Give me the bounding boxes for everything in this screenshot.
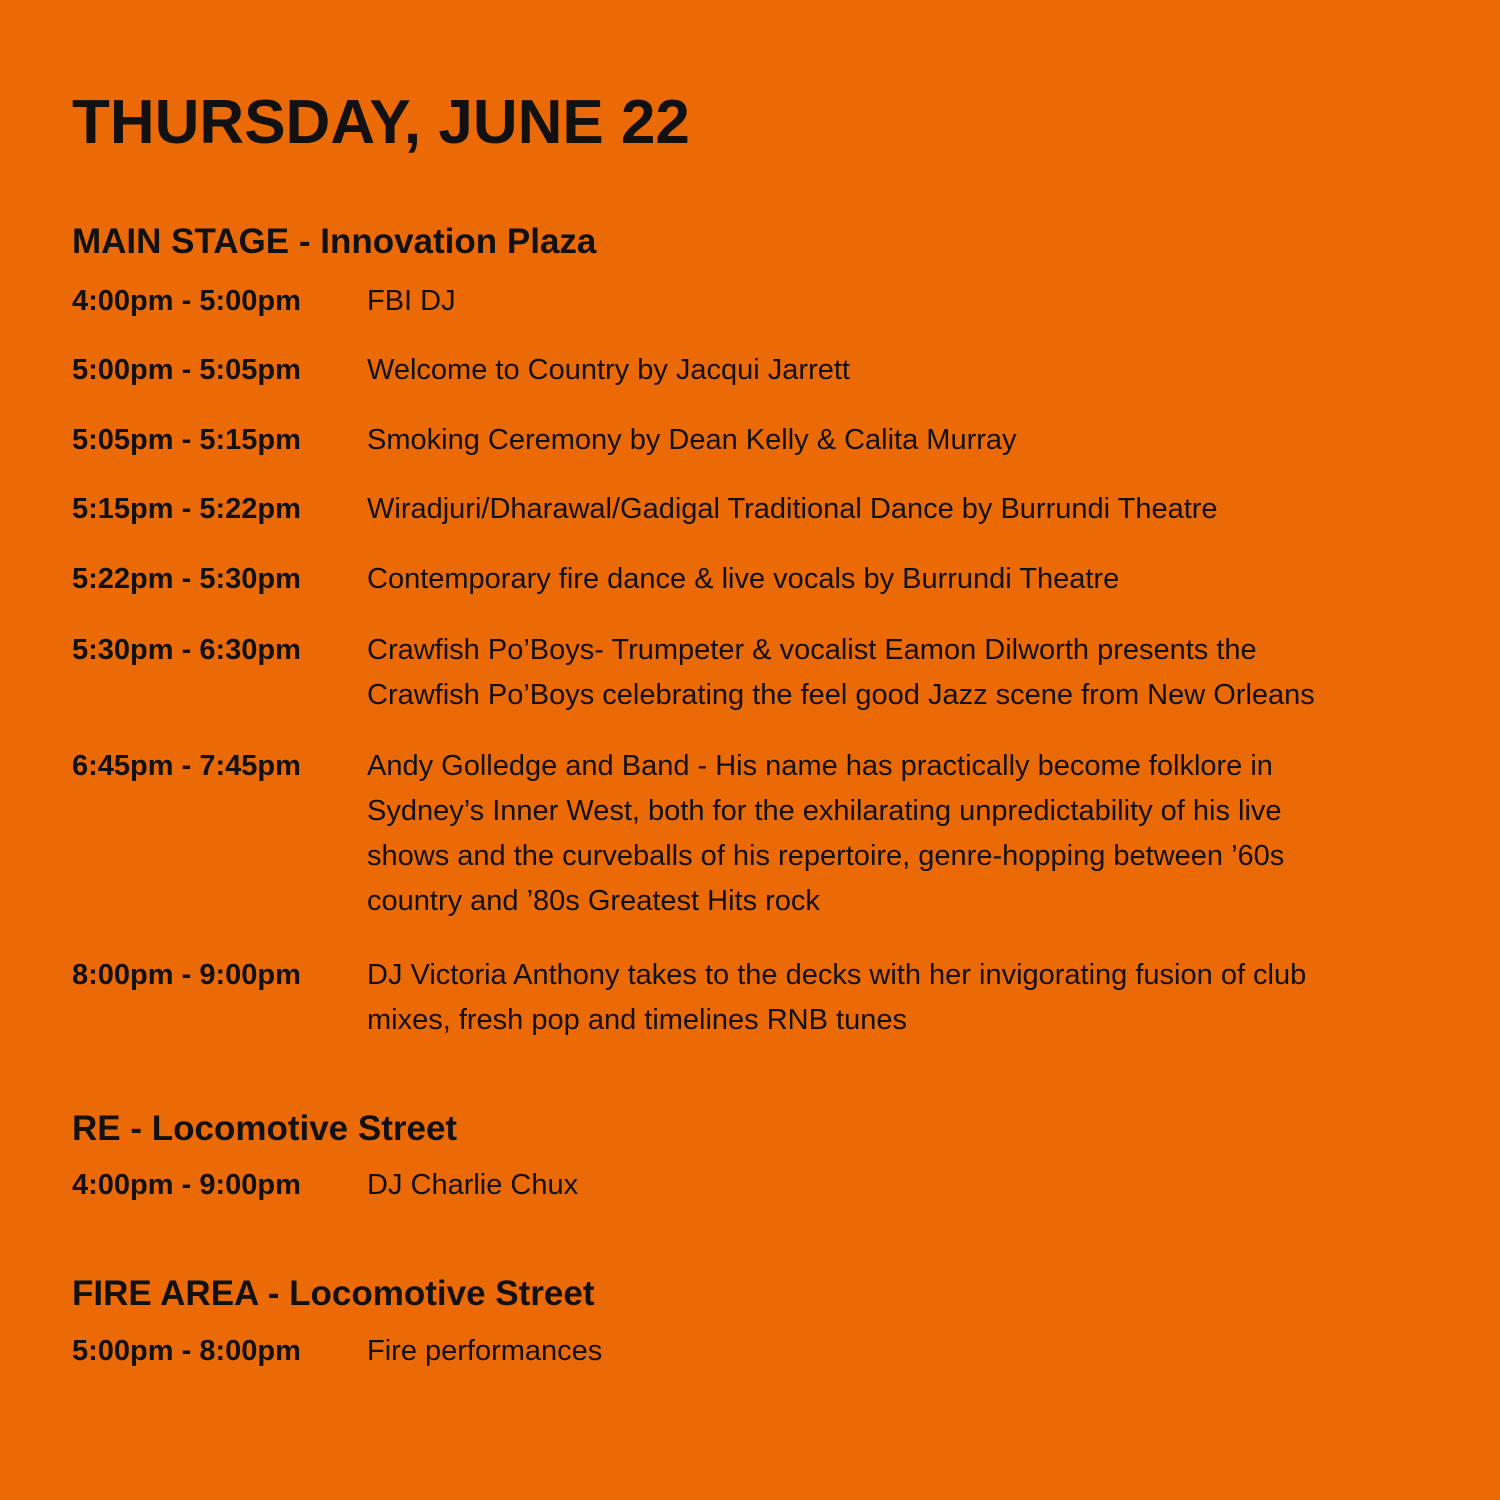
time-slot: 5:30pm - 6:30pm (72, 634, 301, 666)
time-slot: 5:00pm - 5:05pm (72, 354, 301, 386)
event-line: country and ’80s Greatest Hits rock (367, 885, 820, 917)
page-title: THURSDAY, JUNE 22 (72, 88, 690, 157)
event-line: shows and the curveballs of his repertoire, genre-hopping between ’60s (367, 840, 1285, 872)
event-line: Sydney’s Inner West, both for the exhilarating unpredictability of his live (367, 795, 1282, 827)
event-description (367, 348, 1452, 393)
event-line: FBI DJ (367, 285, 456, 317)
time-slot: 5:22pm - 5:30pm (72, 563, 301, 595)
event-line: Crawfish Po’Boys- Trumpeter & vocalist Eamon Dilworth presents the (367, 634, 1257, 666)
time-slot: 5:05pm - 5:15pm (72, 424, 301, 456)
schedule-row (72, 487, 1452, 532)
section-heading-fire-area: FIRE AREA - Locomotive Street (72, 1274, 595, 1313)
event-description (367, 279, 1452, 324)
section-heading-main-stage: MAIN STAGE - Innovation Plaza (72, 222, 597, 261)
event-line: mixes, fresh pop and timelines RNB tunes (367, 1004, 907, 1036)
event-line: Crawfish Po’Boys celebrating the feel good Jazz scene from New Orleans (367, 679, 1315, 711)
event-line: Andy Golledge and Band - His name has practically become folklore in (367, 750, 1273, 782)
time-slot: 8:00pm - 9:00pm (72, 959, 301, 991)
event-description (367, 1163, 1452, 1208)
schedule-row (72, 348, 1452, 393)
event-description (367, 1329, 1452, 1374)
section-heading-re: RE - Locomotive Street (72, 1109, 458, 1148)
schedule-row (72, 953, 1452, 1043)
time-slot: 4:00pm - 9:00pm (72, 1169, 301, 1201)
event-line: Fire performances (367, 1335, 603, 1367)
event-line: Contemporary fire dance & live vocals by Burrundi Theatre (367, 563, 1120, 595)
schedule-row (72, 557, 1452, 602)
time-slot: 5:00pm - 8:00pm (72, 1335, 301, 1367)
schedule-row (72, 1163, 1452, 1208)
schedule-row (72, 628, 1452, 718)
event-line: Wiradjuri/Dharawal/Gadigal Traditional Dance by Burrundi Theatre (367, 493, 1218, 525)
event-line: DJ Victoria Anthony takes to the decks with her invigorating fusion of club (367, 959, 1307, 991)
time-slot: 5:15pm - 5:22pm (72, 493, 301, 525)
event-line: Smoking Ceremony by Dean Kelly & Calita Murray (367, 424, 1017, 456)
schedule-row (72, 744, 1452, 924)
event-description (367, 418, 1452, 463)
time-slot: 6:45pm - 7:45pm (72, 750, 301, 782)
event-description (367, 487, 1452, 532)
schedule-row (72, 1329, 1452, 1374)
event-line: DJ Charlie Chux (367, 1169, 579, 1201)
event-line: Welcome to Country by Jacqui Jarrett (367, 354, 850, 386)
schedule-row (72, 418, 1452, 463)
event-description (367, 557, 1452, 602)
schedule-row (72, 279, 1452, 324)
event-description (367, 628, 1452, 718)
event-description (367, 953, 1452, 1043)
time-slot: 4:00pm - 5:00pm (72, 285, 301, 317)
event-description (367, 744, 1452, 924)
